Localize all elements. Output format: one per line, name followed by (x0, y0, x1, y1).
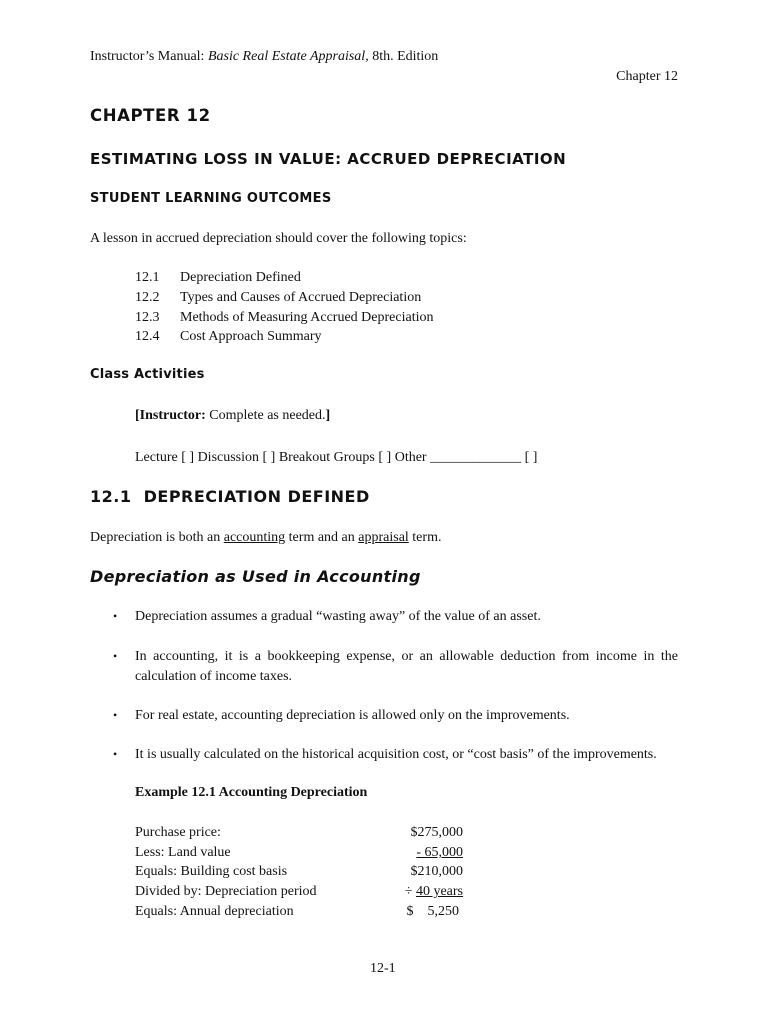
topic-label: Types and Causes of Accrued Depreciation (180, 290, 422, 305)
bullet-text: It is usually calculated on the historical acquisition cost, or “cost basis” of the improvements. (135, 747, 657, 762)
activity-options: Lecture [ ] Discussion [ ] Breakout Groups [ ] Other _____________ [ ] (135, 450, 538, 465)
example-row-value: ÷ 40 years (404, 884, 463, 899)
topic-label: Methods of Measuring Accrued Depreciation (180, 310, 434, 325)
topic-num: 12.3 (135, 310, 160, 325)
chapter-heading: CHAPTER 12 (90, 106, 211, 125)
topic-num: 12.2 (135, 290, 160, 305)
section-intro: Depreciation is both an accounting term and an appraisal term. (90, 530, 442, 545)
bullet-text: Depreciation assumes a gradual “wasting away” of the value of an asset. (135, 609, 541, 624)
bullet-dot: • (113, 649, 118, 663)
running-header: Instructor’s Manual: Basic Real Estate Appraisal, 8th. Edition (90, 49, 439, 64)
bullet-text: For real estate, accounting depreciation is allowed only on the improvements. (135, 708, 570, 723)
example-row-value: $275,000 (410, 825, 463, 840)
outcomes-heading: STUDENT LEARNING OUTCOMES (90, 191, 332, 206)
outcomes-intro: A lesson in accrued depreciation should cover the following topics: (90, 231, 467, 246)
chapter-label: Chapter 12 (616, 69, 678, 84)
example-row-value: $ 5,250 (406, 904, 459, 919)
section-heading: 12.1 DEPRECIATION DEFINED (90, 487, 370, 506)
topic-label: Cost Approach Summary (180, 329, 322, 344)
class-activities-heading: Class Activities (90, 367, 205, 382)
subsection-heading: Depreciation as Used in Accounting (90, 567, 421, 586)
bullet-text: In accounting, it is a bookkeeping expense, or an allowable deduction from income in the calculation of income taxes. (135, 649, 678, 684)
example-title: Example 12.1 Accounting Depreciation (135, 785, 368, 800)
example-row-label: Equals: Annual depreciation (135, 904, 294, 919)
example-row-label: Equals: Building cost basis (135, 864, 288, 879)
example-row-value: - 65,000 (416, 845, 463, 860)
topic-num: 12.4 (135, 329, 160, 344)
chapter-title: ESTIMATING LOSS IN VALUE: ACCRUED DEPRECIATION (90, 150, 567, 168)
example-row-label: Divided by: Depreciation period (135, 884, 317, 899)
topic-label: Depreciation Defined (180, 270, 301, 285)
page-number: 12-1 (370, 961, 396, 976)
example-row-value: $210,000 (410, 864, 463, 879)
bullet-dot: • (113, 747, 118, 761)
topic-num: 12.1 (135, 270, 160, 285)
instructor-note: [Instructor: Complete as needed.] (135, 408, 331, 423)
example-row-label: Less: Land value (135, 845, 231, 860)
example-row-label: Purchase price: (135, 825, 221, 840)
bullet-dot: • (113, 609, 118, 623)
bullet-dot: • (113, 708, 118, 722)
